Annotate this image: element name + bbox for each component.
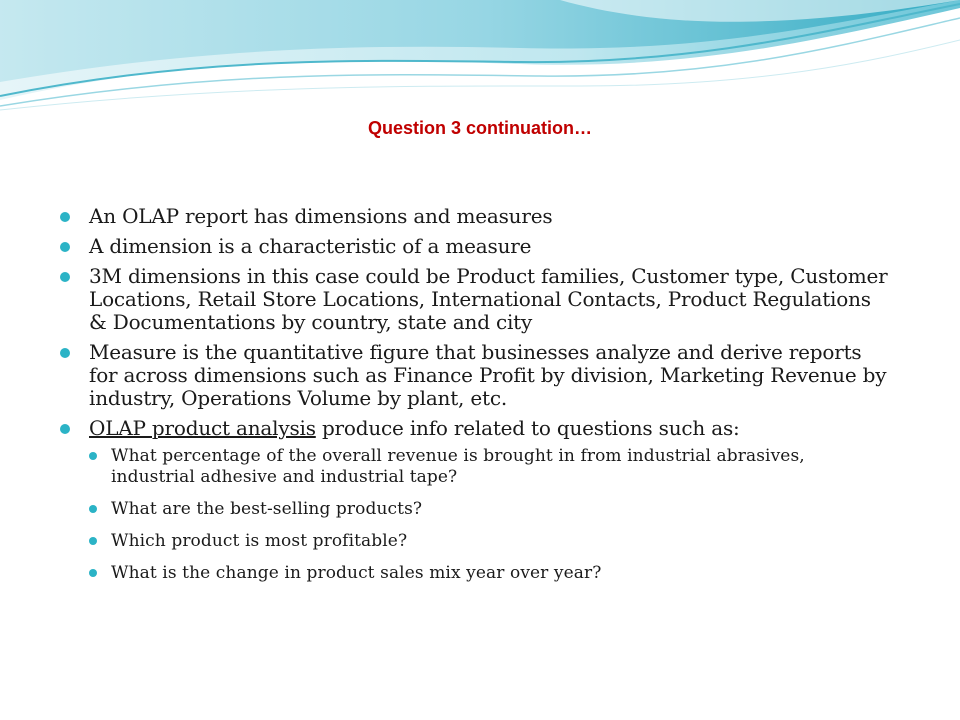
bullet-text: 3M dimensions in this case could be Product families, Customer type, Customer Locations, Retail Store Locations, International Contacts, Product Regulations & Documentations by country, state and city [89, 264, 888, 334]
sub-bullet-dot-icon [89, 537, 97, 545]
bullet-item [60, 341, 890, 410]
bullet-item [60, 235, 890, 258]
sub-bullet-item [89, 499, 890, 520]
bullet-text: An OLAP report has dimensions and measures [89, 204, 553, 228]
bullet-dot-icon [60, 212, 70, 222]
bullet-dot-icon [60, 424, 70, 434]
sub-bullet-item [89, 446, 890, 488]
sub-bullet-item [89, 563, 890, 584]
bullet-item [60, 205, 890, 228]
underlined-term: OLAP product analysis [89, 416, 316, 440]
bullet-dot-icon [60, 348, 70, 358]
sub-bullet-text: What are the best-selling products? [111, 499, 423, 519]
bullet-dot-icon [60, 272, 70, 282]
sub-bullet-dot-icon [89, 505, 97, 513]
sub-bullet-dot-icon [89, 452, 97, 460]
bullet-text: A dimension is a characteristic of a measure [89, 234, 532, 258]
wave-decoration [0, 0, 960, 115]
sub-bullet-item [89, 531, 890, 552]
sub-bullet-list [89, 446, 890, 584]
bullet-item [60, 265, 890, 334]
bullet-text: produce info related to questions such as: [315, 416, 740, 440]
sub-bullet-dot-icon [89, 569, 97, 577]
sub-bullet-text: What is the change in product sales mix year over year? [111, 563, 602, 583]
slide-title: Question 3 continuation… [368, 118, 592, 138]
bullet-dot-icon [60, 242, 70, 252]
bullet-text: Measure is the quantitative figure that businesses analyze and derive reports for across dimensions such as Finance Profit by division, Marketing Revenue by industry, Operations Volume by plant, etc. [89, 340, 887, 410]
sub-bullet-text: Which product is most profitable? [111, 531, 408, 551]
sub-bullet-text: What percentage of the overall revenue is brought in from industrial abrasives, industrial adhesive and industrial tape? [111, 446, 805, 487]
content-body [60, 205, 890, 595]
bullet-item [60, 417, 890, 584]
bullet-list [60, 205, 890, 584]
